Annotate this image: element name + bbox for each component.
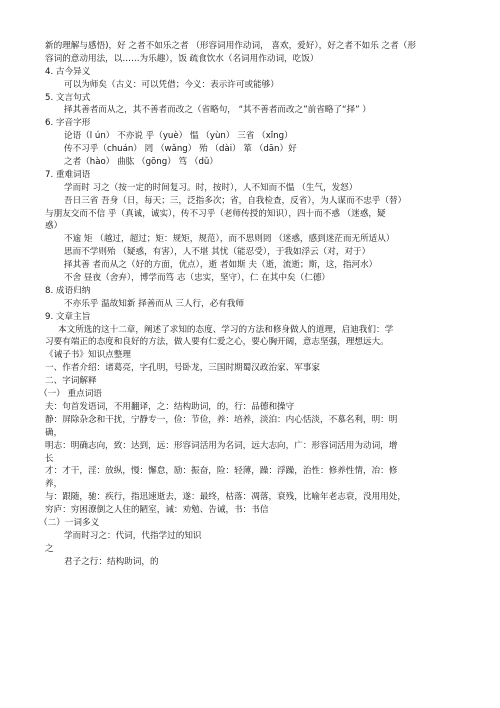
text-line: 8. 成语归纳 <box>45 285 91 296</box>
text-line: 不舍 昼夜（舍弃），博学而笃 志（忠实，坚守），仁 在其中矣（仁德） <box>64 273 331 284</box>
text-line: 可以为师矣（古义：可以凭借；今义：表示许可或能够） <box>64 79 279 90</box>
text-line: 5. 文言句式 <box>45 92 91 103</box>
text-line: （二）一词多义 <box>39 517 100 528</box>
text-line: 养， <box>45 479 63 490</box>
text-line: 才：才干，淫：放纵，慢：懈怠，励：振奋，险：轻薄，躁：浮躁，治性：修养性情，冶：修 <box>45 466 398 477</box>
text-line: 一、作者介绍：诸葛亮，字孔明，号卧龙，三国时期蜀汉政治家、军事家 <box>45 363 321 374</box>
text-line: 本文所选的这十二章，阐述了求知的态度、学习的方法和修身做人的道理，启迪我们：学 <box>58 324 394 335</box>
text-line: （一） 重点词语 <box>39 389 102 400</box>
text-line: 穷庐：穷困潦倒之人住的陋室，诫：劝勉、告诫，书：书信 <box>45 505 269 516</box>
text-line: 明志：明确志向，致：达到，远：形容词活用为名词，远大志向，广：形容词活用为动词，增 <box>45 440 398 451</box>
text-line: 二、字词解释 <box>45 376 97 387</box>
text-line: 4. 古今异义 <box>45 66 91 77</box>
text-line: 容词的意动用法，以……为乐趣），饭 疏食饮水（名词用作动词，吃饭） <box>45 53 319 64</box>
text-line: 与：跟随，驰：疾行，指迅速逝去，遂：最终，枯落：凋落，衰残，比喻年老志衰，没用用处， <box>45 492 406 503</box>
text-line: 择其善 者而从之（好的方面，优点），逝 者如斯 夫（逝，流逝；斯，这，指河水） <box>64 260 378 271</box>
text-line: 吾日三省 吾身（日，每天；三，泛指多次；省，自我检查，反省），为人谋而不忠乎（替） <box>64 195 407 206</box>
text-line: 之 <box>45 543 54 554</box>
text-line: 学而时习之：代词，代指学过的知识 <box>64 530 202 541</box>
text-line: 6. 字音字形 <box>45 118 91 129</box>
text-line: 论语（l ún） 不亦说 乎（yuè） 愠 （yùn） 三省 （xǐng） <box>64 131 293 142</box>
text-line: 《诫子书》知识点整理 <box>45 350 131 361</box>
text-line: 学而时 习之（按一定的时间复习。时，按时），人不知而不愠 （生气，发怒） <box>64 182 358 193</box>
text-line: 惑） <box>45 221 63 232</box>
text-line: 君子之行：结构助词，的 <box>64 556 159 567</box>
text-line: 长 <box>45 453 54 464</box>
text-line: 9. 文章主旨 <box>45 311 91 322</box>
text-line: 不逾 矩 （越过，超过；矩：规矩，规范），而不思则罔 （迷惑，感到迷茫而无所适从） <box>64 234 395 245</box>
text-line: 择其善者而从之，其不善者而改之（省略句， “其不善者而改之”前省略了“择” ） <box>64 105 371 116</box>
text-line: 7. 重难词语 <box>45 169 91 180</box>
text-line: 习要有端正的态度和良好的方法，做人要有仁爱之心，要心胸开阔，意志坚强，理想远大。 <box>45 337 389 348</box>
text-line: 确， <box>45 427 63 438</box>
text-line: 之者（hào） 曲肱 （gōng） 笃 （dǔ） <box>64 157 218 168</box>
text-line: 传不习乎（chuán） 罔 （wǎng） 殆 （dài） 箪 （dān）好 <box>64 144 297 155</box>
text-line: 静：屏除杂念和干扰，宁静专一，俭：节俭，养：培养，淡泊：内心恬淡，不慕名利，明：明 <box>45 414 398 425</box>
text-line: 不亦乐乎 温故知新 择善而从 三人行，必有我师 <box>64 298 245 309</box>
text-line: 夫：句首发语词，不用翻译，之：结构助词，的，行：品德和操守 <box>45 401 295 412</box>
text-line: 新的理解与感悟)，好 之者不如乐之者 （形容词用作动词， 喜欢，爱好），好之者不如乐 之者（形 <box>45 41 416 51</box>
text-line: 与朋友交而不信 乎（真诚，诚实），传不习乎（老师传授的知识），四十而不惑 （迷惑，疑 <box>45 208 386 219</box>
text-line: 思而不学则殆 （疑惑，有害），人不堪 其忧（能忍受），于我如浮云（对，对于） <box>64 247 371 258</box>
